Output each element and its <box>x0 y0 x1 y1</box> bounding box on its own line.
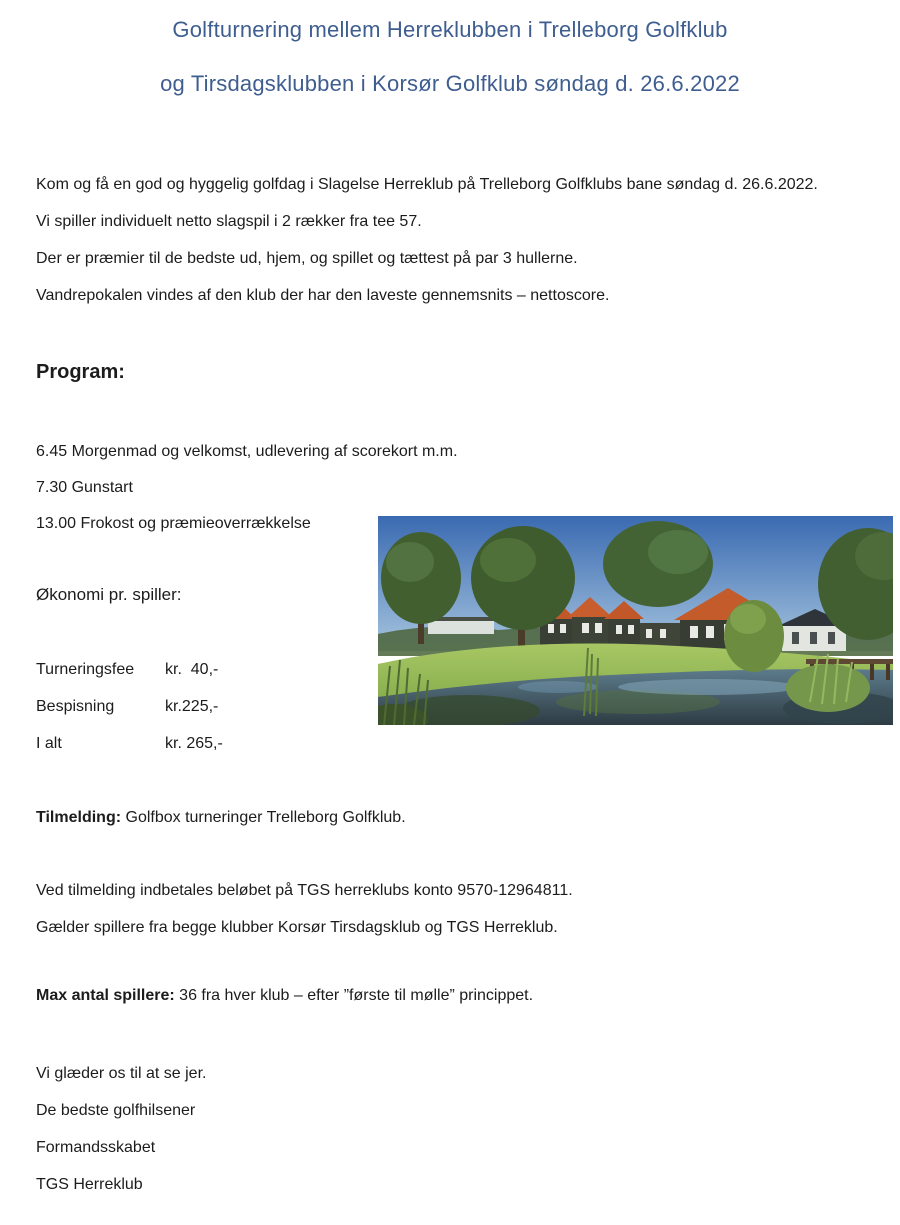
max-players-label: Max antal spillere: <box>36 987 175 1004</box>
intro-paragraph: Vandrepokalen vindes af den klub der har den laveste gennemsnits – nettoscore. <box>36 287 610 304</box>
registration-line <box>36 808 880 827</box>
document-title-line-2: og Tirsdagsklubben i Korsør Golfklub søndag d. 26.6.2022 <box>160 71 740 96</box>
economy-row-label: Turneringsfee <box>36 661 135 678</box>
payment-line: Ved tilmelding indbetales beløbet på TGS herreklubs konto 9570-12964811. <box>36 882 573 899</box>
economy-row <box>36 698 218 716</box>
document-title-line-1: Golfturnering mellem Herreklubben i Trelleborg Golfklub <box>172 17 728 42</box>
intro-paragraph: Der er præmier til de bedste ud, hjem, og spillet og tættest på par 3 hullerne. <box>36 250 578 267</box>
eligibility-line: Gælder spillere fra begge klubber Korsør Tirsdagsklub og TGS Herreklub. <box>36 919 558 936</box>
program-item: 7.30 Gunstart <box>36 479 133 496</box>
economy-row-label: I alt <box>36 735 62 752</box>
golf-course-photo <box>378 516 893 725</box>
economy-row-label: Bespisning <box>36 698 115 715</box>
economy-heading: Økonomi pr. spiller: <box>36 585 182 604</box>
program-item: 13.00 Frokost og præmieoverrækkelse <box>36 515 311 532</box>
economy-row-value: kr.225,- <box>165 698 219 715</box>
closing-line: TGS Herreklub <box>36 1176 143 1193</box>
intro-paragraph: Kom og få en god og hyggelig golfdag i Slagelse Herreklub på Trelleborg Golfklubs bane søndag d. 26.6.2022. <box>36 176 818 193</box>
registration-label: Tilmelding: <box>36 809 122 826</box>
economy-row-value: kr. 265,- <box>165 735 223 752</box>
closing-line: De bedste golfhilsener <box>36 1102 196 1119</box>
golf-course-photo-graphic <box>378 516 893 725</box>
intro-paragraph: Vi spiller individuelt netto slagspil i 2 rækker fra tee 57. <box>36 213 422 230</box>
economy-row <box>36 735 223 753</box>
closing-line: Formandsskabet <box>36 1139 156 1156</box>
economy-row-value: kr. 40,- <box>165 661 219 678</box>
registration-text: Golfbox turneringer Trelleborg Golfklub. <box>121 809 406 826</box>
max-players-line <box>36 986 880 1005</box>
program-heading: Program: <box>36 361 125 383</box>
program-item: 6.45 Morgenmad og velkomst, udlevering af scorekort m.m. <box>36 443 458 460</box>
max-players-text: 36 fra hver klub – efter ”første til mølle” princippet. <box>174 987 534 1004</box>
closing-line: Vi glæder os til at se jer. <box>36 1065 207 1082</box>
economy-row <box>36 661 218 679</box>
